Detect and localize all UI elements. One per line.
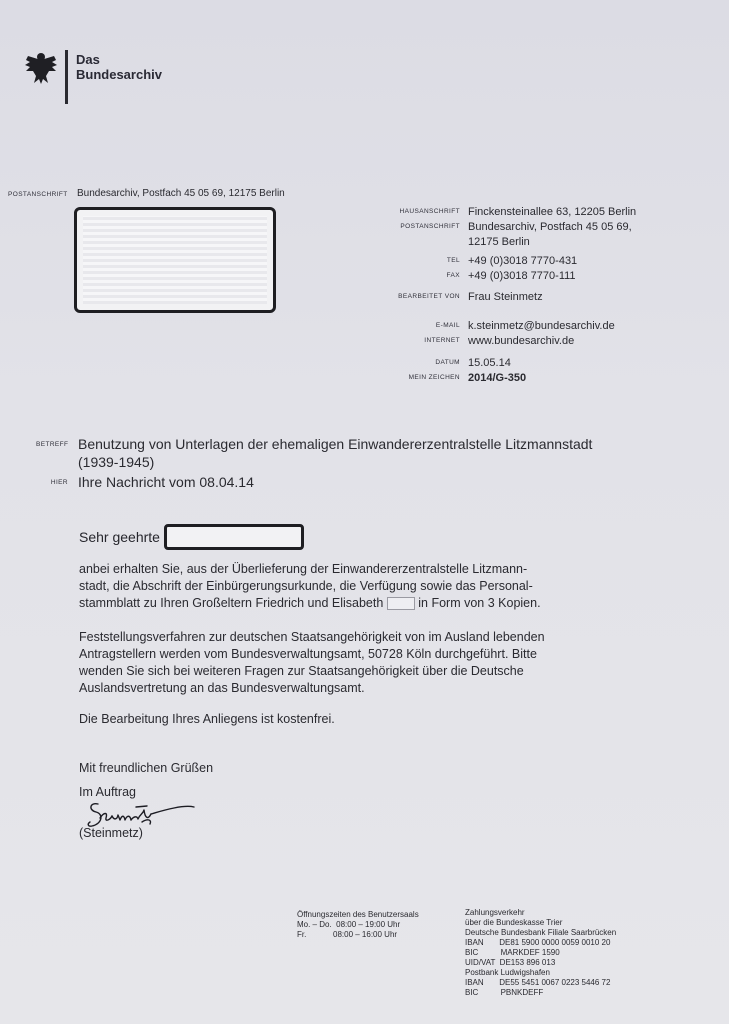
paragraph-3: Die Bearbeitung Ihres Anliegens ist kostenfrei. — [79, 712, 335, 726]
info-row-zeichen — [340, 371, 670, 386]
letterhead-line1: Das — [76, 52, 100, 67]
federal-eagle-icon — [24, 50, 58, 86]
info-value: 15.05.14 — [468, 357, 511, 369]
paragraph-line: Antragstellern werden vom Bundesverwaltungsamt, 50728 Köln durchgeführt. Bitte — [79, 647, 537, 661]
info-label: MEIN ZEICHEN — [408, 374, 460, 381]
hier-label: HIER — [50, 479, 68, 486]
redaction-fill — [83, 216, 267, 304]
paragraph-line: Auslandsvertretung an das Bundesverwaltungsamt. — [79, 681, 365, 695]
paragraph-1 — [79, 561, 649, 612]
info-row-postanschrift — [340, 220, 670, 250]
recipient-address-redacted — [74, 207, 276, 313]
hier-row — [36, 473, 676, 491]
salutation — [79, 524, 304, 550]
info-label: INTERNET — [424, 337, 460, 344]
recipient-name-redacted — [164, 524, 304, 550]
subject-block — [36, 435, 676, 491]
info-label: BEARBEITET VON — [398, 293, 460, 300]
hier-text: Ihre Nachricht vom 08.04.14 — [78, 474, 254, 490]
info-label: HAUSANSCHRIFT — [399, 208, 460, 215]
info-value: Bundesarchiv, Postfach 45 05 69, 12175 Berlin — [468, 221, 632, 248]
info-row-fax — [340, 269, 670, 284]
info-row-bearbeitet — [340, 290, 670, 305]
betreff-text — [78, 435, 592, 471]
info-value: k.steinmetz@bundesarchiv.de — [468, 320, 615, 332]
paragraph-line: stadt, die Abschrift der Einbürgerungsurkunde, die Verfügung sowie das Personal- — [79, 579, 533, 593]
surname-redacted — [387, 597, 415, 610]
info-label: POSTANSCHRIFT — [400, 223, 460, 230]
signature-name: (Steinmetz) — [79, 826, 143, 840]
info-value: +49 (0)3018 7770-431 — [468, 255, 578, 267]
closing: Mit freundlichen Grüßen — [79, 761, 214, 775]
paragraph-line: wenden Sie sich bei weiteren Fragen zur Staatsangehörigkeit über die Deutsche — [79, 664, 524, 678]
contact-info-block — [340, 205, 670, 386]
info-value: +49 (0)3018 7770-111 — [468, 270, 576, 282]
paragraph-line-with-redaction — [79, 595, 649, 612]
info-row-internet — [340, 334, 670, 349]
betreff-line: (1939-1945) — [78, 454, 155, 470]
salutation-text: Sehr geehrte — [79, 529, 160, 545]
info-value: www.bundesarchiv.de — [468, 335, 575, 347]
paragraph-line: stammblatt zu Ihren Großeltern Friedrich und Elisabeth — [79, 596, 384, 610]
info-value: Finckensteinallee 63, 12205 Berlin — [468, 206, 637, 218]
betreff-label: BETREFF — [36, 441, 69, 448]
info-row-tel — [340, 254, 670, 269]
info-row-datum — [340, 356, 670, 371]
opening-hours: Öffnungszeiten des Benutzersaals Mo. – Do. 08:00 – 19:00 Uhr Fr. 08:00 – 16:00 Uhr — [297, 910, 419, 939]
letterhead-bar — [65, 50, 68, 104]
betreff-line: Benutzung von Unterlagen der ehemaligen Einwandererzentralstelle Litzmannstadt — [78, 436, 593, 452]
info-label: E-MAIL — [435, 322, 460, 329]
im-auftrag: Im Auftrag — [79, 785, 136, 799]
return-address: Bundesarchiv, Postfach 45 05 69, 12175 Berlin — [77, 188, 285, 199]
paragraph-line: Feststellungsverfahren zur deutschen Staatsangehörigkeit von im Ausland lebenden — [79, 630, 545, 644]
paragraph-2 — [79, 629, 649, 697]
info-row-email — [340, 319, 670, 334]
info-label: DATUM — [435, 359, 460, 366]
info-label: FAX — [446, 272, 460, 279]
betreff-row — [36, 435, 676, 471]
paragraph-line: anbei erhalten Sie, aus der Überlieferung der Einwandererzentralstelle Litzmann- — [79, 562, 528, 576]
letterhead-title — [76, 52, 162, 82]
info-value: Frau Steinmetz — [468, 291, 543, 303]
return-address-label: POSTANSCHRIFT — [8, 191, 68, 198]
info-value: 2014/G-350 — [468, 372, 527, 384]
info-label: TEL — [446, 257, 460, 264]
payment-details: Zahlungsverkehr über die Bundeskasse Trier Deutsche Bundesbank Filiale Saarbrücken IBAN DE81 5900 0000 0059 0010 20 BIC MARKDEF 1590 UID/VAT DE153 896 013 Postbank Ludwigshafen IBAN DE55 5451 0067 0223 5446 72 BIC PBNKDEFF — [465, 908, 617, 997]
paragraph-line: in Form von 3 Kopien. — [418, 596, 541, 610]
info-row-hausanschrift — [340, 205, 670, 220]
letterhead-line2: Bundesarchiv — [76, 67, 162, 82]
